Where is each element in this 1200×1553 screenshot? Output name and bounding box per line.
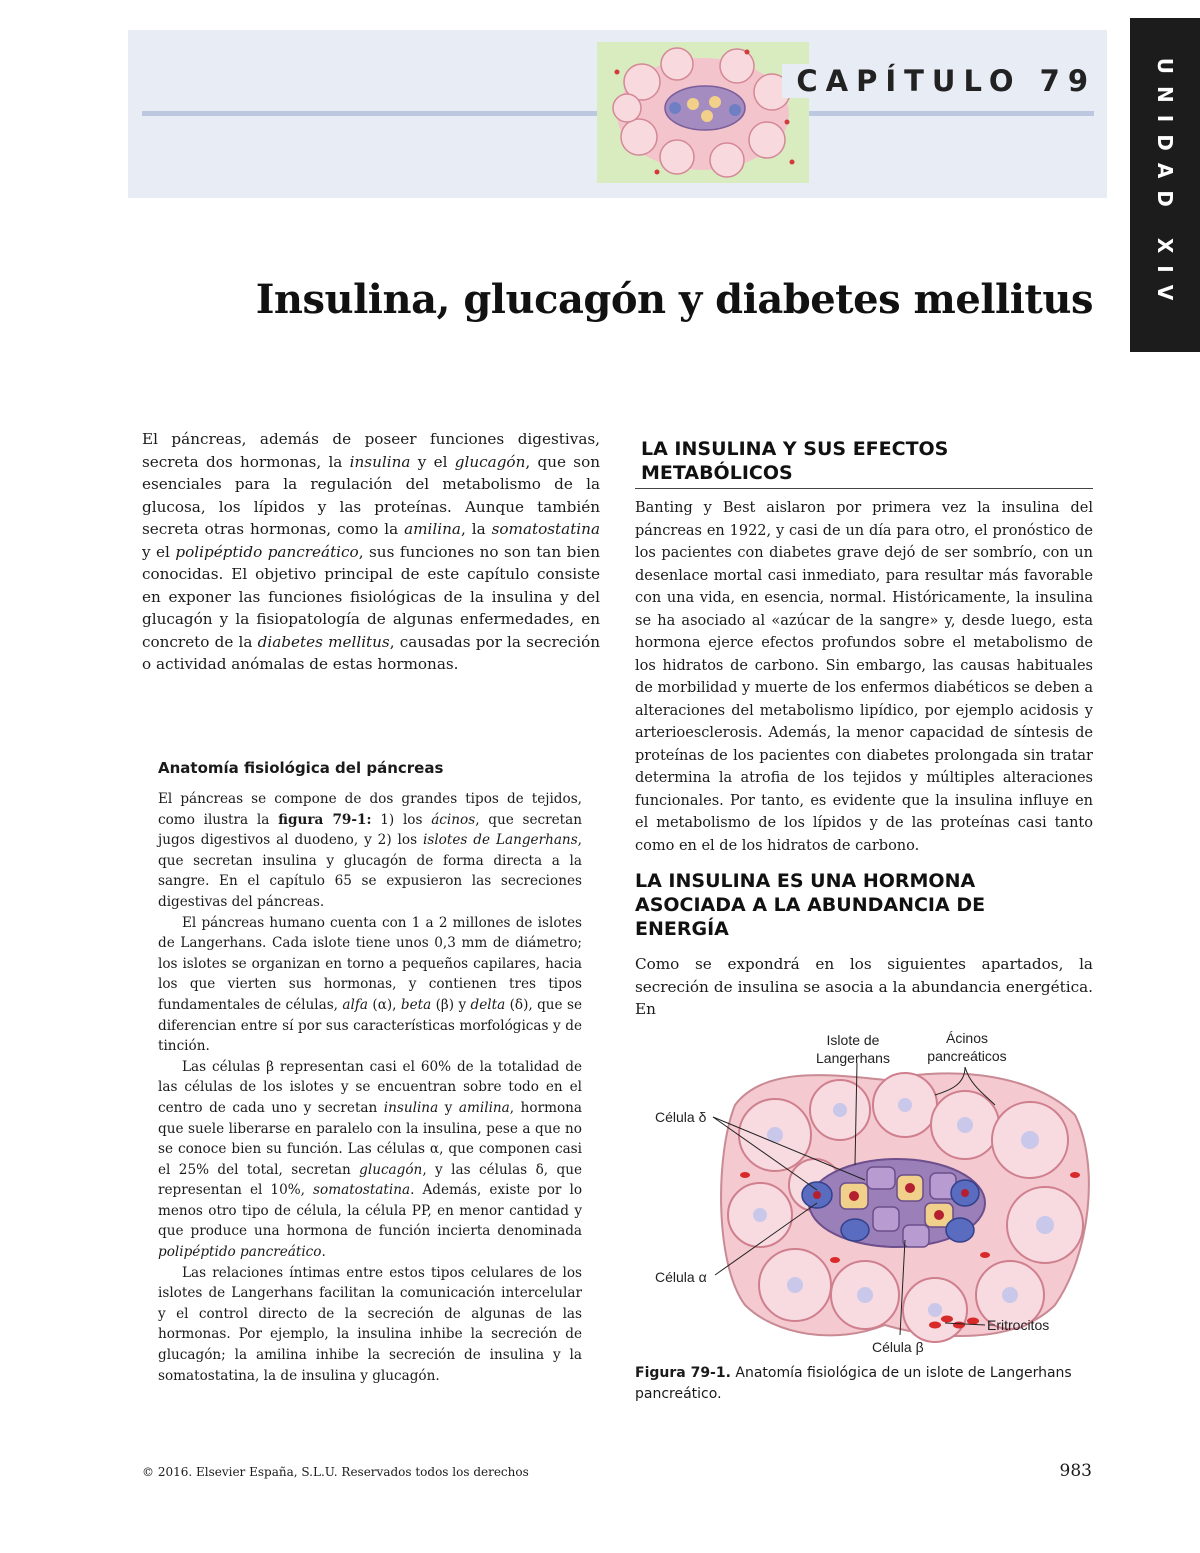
anatomy-paragraph-4: Las relaciones íntimas entre estos tipos celulares de los islotes de Langerhans facilitan la comunicación intercelular y el control directo de la secreción de algunas de las hormonas. Por ejemplo, la insulina inhibe la secreción de glucagón; la amilina inhibe la secreción de insulina y la somatostatina, la de insulina y glucagón. [158, 1264, 582, 1384]
islet-anatomy-figure [635, 1025, 1095, 1365]
page-number: 983 [1059, 1461, 1092, 1481]
label-acini-line1: Ácinos [945, 1030, 989, 1046]
anatomy-paragraph-2: El páncreas humano cuenta con 1 a 2 millones de islotes de Langerhans. Cada islote tiene unos 0,3 mm de diámetro; los islotes se organizan en torno a pequeños capilares, hacia los que vierten sus hormonas, y contienen tres tipos fundamentales de células, alfa (α), beta (β) y delta (δ), que se diferencian entre sí por sus características morfológicas y de tinción. [158, 914, 583, 1055]
figure-caption: Figura 79-1. Anatomía fisiológica de un islote de Langerhans pancreático. [635, 1365, 1072, 1402]
header-islet-illustration [597, 42, 809, 183]
unit-label: UNIDAD XIV [1153, 57, 1177, 313]
anatomy-body [158, 789, 582, 1386]
chapter-number: CAPÍTULO 79 [782, 64, 1096, 98]
label-erythrocytes: Eritrocitos [987, 1317, 1050, 1333]
anatomy-heading: Anatomía fisiológica del páncreas [158, 759, 444, 777]
label-beta-cell: Célula β [872, 1339, 924, 1355]
anatomy-paragraph-3: Las células β representan casi el 60% de la totalidad de las células de los islotes y se encuentran sobre todo en el centro de cada uno y secretan insulina y amilina, hormona que suele liberarse en paralelo con la insulina, pese a que no se conoce bien su función. Las células α, que componen casi el 25% del total, secretan glucagón, y las células δ, que representan el 10%, somatostatina. Además, existe por lo menos otro tipo de célula, la célula PP, en menor cantidad y que produce una hormona de función incierta denominada polipéptido pancreático. [158, 1058, 583, 1261]
section-heading-energy-abundance: LA INSULINA ES UNA HORMONA ASOCIADA A LA ABUNDANCIA DE ENERGÍA [635, 870, 986, 940]
label-islet-line1: Islote de [826, 1032, 880, 1048]
copyright-notice: © 2016. Elsevier España, S.L.U. Reservados todos los derechos [142, 1465, 529, 1479]
label-alpha-cell: Célula α [655, 1269, 707, 1285]
section-energy-abundance-body: Como se expondrá en los siguientes apartados, la secreción de insulina se asocia a la abundancia energética. En [635, 955, 1093, 1018]
chapter-title: Insulina, glucagón y diabetes mellitus [255, 276, 1093, 323]
label-islet-line2: Langerhans [816, 1050, 890, 1066]
section-heading-insulin-effects: LA INSULINA Y SUS EFECTOS METABÓLICOS [641, 438, 949, 484]
section-insulin-effects-body: Banting y Best aislaron por primera vez la insulina del páncreas en 1922, y casi de un día para otro, el pronóstico de los pacientes con diabetes grave dejó de ser sombrío, con un desenlace mortal casi inmediato, para resultar más favorable con una vida, en esencia, normal. Históricamente, la insulina se ha asociado al «azúcar de la sangre» y, desde luego, esta hormona ejerce efectos profundos sobre el metabolismo de los hidratos de carbono. Sin embargo, las causas habituales de morbilidad y muerte de los enfermos diabéticos se deben a alteraciones del metabolismo lipídico, por ejemplo acidosis y arterioesclerosis. Además, la menor capacidad de síntesis de proteínas de los pacientes con diabetes prolongada sin tratar determina la atrofia de los tejidos y múltiples alteraciones funcionales. Por tanto, es evidente que la insulina influye en el metabolismo de los lípidos y de las proteínas casi tanto como en el de los hidratos de carbono. [635, 500, 1093, 854]
label-acini-line2: pancreáticos [927, 1048, 1007, 1064]
section-rule [635, 488, 1093, 489]
anatomy-paragraph-1: El páncreas se compone de dos grandes tipos de tejidos, como ilustra la figura 79-1: 1) los ácinos, que secretan jugos digestivos al duodeno, y 2) los islotes de Langerhans, que secretan insulina y glucagón de forma directa a la sangre. En el capítulo 65 se expusieron las secreciones digestivas del páncreas. [158, 791, 582, 910]
intro-paragraph: El páncreas, además de poseer funciones digestivas, secreta dos hormonas, la insulina y el glucagón, que son esenciales para la regulación del metabolismo de la glucosa, los lípidos y las proteínas. Aunque también secreta otras hormonas, como la amilina, la somatostatina y el polipéptido pancreático, sus funciones no son tan bien conocidas. El objetivo principal de este capítulo consiste en exponer las funciones fisiológicas de la insulina y del glucagón y la fisiopatología de algunas enfermedades, en concreto de la diabetes mellitus, causadas por la secreción o actividad anómalas de estas hormonas. [142, 430, 601, 673]
label-delta-cell: Célula δ [655, 1109, 707, 1125]
